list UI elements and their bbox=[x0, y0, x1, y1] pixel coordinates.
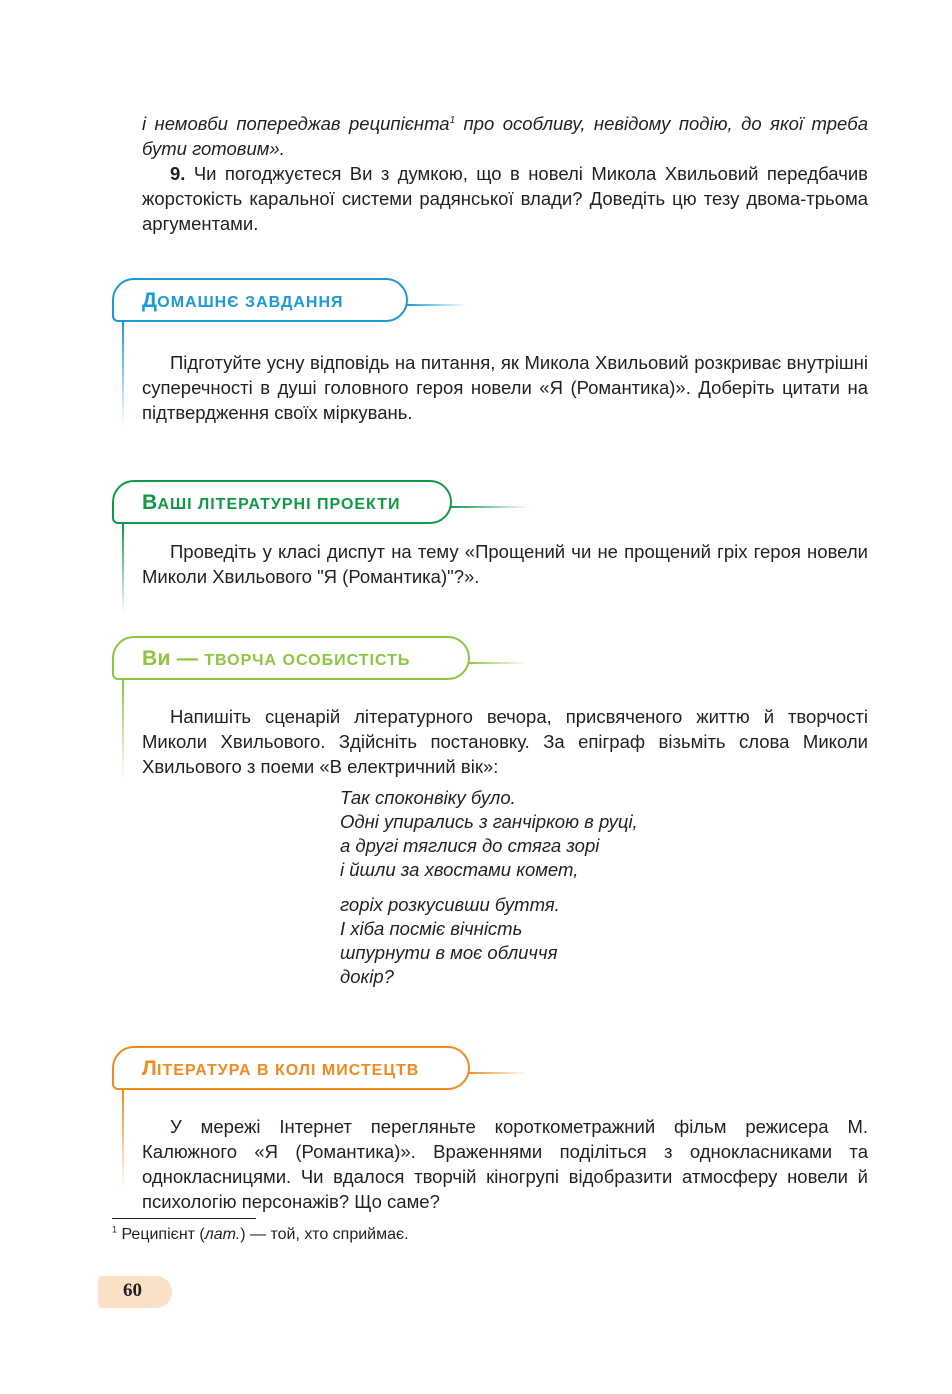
projects-banner-tail bbox=[450, 506, 530, 508]
footnote-divider bbox=[112, 1218, 256, 1219]
projects-title: ВАШІ ЛІТЕРАТУРНІ ПРОЕКТИ bbox=[142, 491, 401, 514]
poem-stanza-1 bbox=[340, 786, 760, 882]
homework-side-line bbox=[122, 322, 124, 426]
arts-banner-tail bbox=[468, 1072, 528, 1074]
intro-text-rest: про особливу, невідому подію, до якої треба бути готовим». bbox=[142, 113, 868, 159]
homework-banner bbox=[112, 278, 408, 322]
poem-line: а другі тяглися до стяга зорі bbox=[340, 835, 600, 856]
question-number: 9. bbox=[170, 163, 186, 184]
creative-banner bbox=[112, 636, 470, 680]
page-number: 60 bbox=[123, 1280, 142, 1301]
poem-line: Так споконвіку було. bbox=[340, 787, 516, 808]
poem-line: і йшли за хвостами комет, bbox=[340, 859, 579, 880]
intro-paragraph bbox=[142, 111, 868, 161]
poem-line: Одні упирались з ганчіркою в руці, bbox=[340, 811, 638, 832]
poem-line: шпурнути в моє обличчя bbox=[340, 942, 558, 963]
arts-title: ЛІТЕРАТУРА В КОЛІ МИСТЕЦТВ bbox=[142, 1057, 420, 1080]
poem-line: горіх розкусивши буття. bbox=[340, 894, 560, 915]
arts-side-line bbox=[122, 1090, 124, 1190]
homework-title: ДОМАШНЄ ЗАВДАННЯ bbox=[142, 289, 344, 312]
arts-text: У мережі Інтернет перегляньте короткометражний фільм режисера М. Калюжного «Я (Романтика)». Враженнями поділіться з однокласниками та однокласницями. Чи вдалося творчій кіногрупі відобразити атмосферу новели й психологію персонажів? Що саме? bbox=[142, 1116, 868, 1212]
projects-text: Проведіть у класі диспут на тему «Прощений чи не прощений гріх героя новели Миколи Хвильового "Я (Романтика)"?». bbox=[142, 541, 868, 587]
poem-line: І хіба посміє вічність bbox=[340, 918, 523, 939]
arts-banner bbox=[112, 1046, 470, 1090]
intro-text: і немовби попереджав реципієнта bbox=[142, 113, 450, 134]
question-text: Чи погоджуєтеся Ви з думкою, що в новелі Микола Хвильовий передбачив жорстокість каральної системи радянської влади? Доведіть цю тезу двома-трьома аргументами. bbox=[142, 163, 868, 234]
projects-side-line bbox=[122, 524, 124, 614]
creative-title: Ви — ТВОРЧА ОСОБИСТІСТЬ bbox=[142, 647, 411, 670]
creative-banner-tail bbox=[468, 662, 528, 664]
footnote-number: 1 bbox=[112, 1224, 118, 1235]
homework-text: Підготуйте усну відповідь на питання, як Микола Хвильовий розкриває внутрішні суперечності в душі головного героя новели «Я (Романтика)». Доберіть цитати на підтвердження своїх міркувань. bbox=[142, 352, 868, 423]
footnote: $^1$ Реципієнт (лат.) — той, хто сприймає. bbox=[112, 1224, 409, 1243]
creative-text: Напишіть сценарій літературного вечора, присвяченого життю й творчості Миколи Хвильового. Здійсніть постановку. За епіграф візьміть слова Миколи Хвильового з поеми «В електричний вік»: bbox=[142, 706, 868, 777]
footnote-marker[interactable]: 1 bbox=[449, 114, 456, 126]
poem-line: докір? bbox=[340, 966, 394, 987]
question-9 bbox=[142, 161, 868, 236]
homework-banner-tail bbox=[406, 304, 466, 306]
creative-side-line bbox=[122, 680, 124, 780]
projects-banner bbox=[112, 480, 452, 524]
poem-stanza-2 bbox=[340, 893, 760, 989]
